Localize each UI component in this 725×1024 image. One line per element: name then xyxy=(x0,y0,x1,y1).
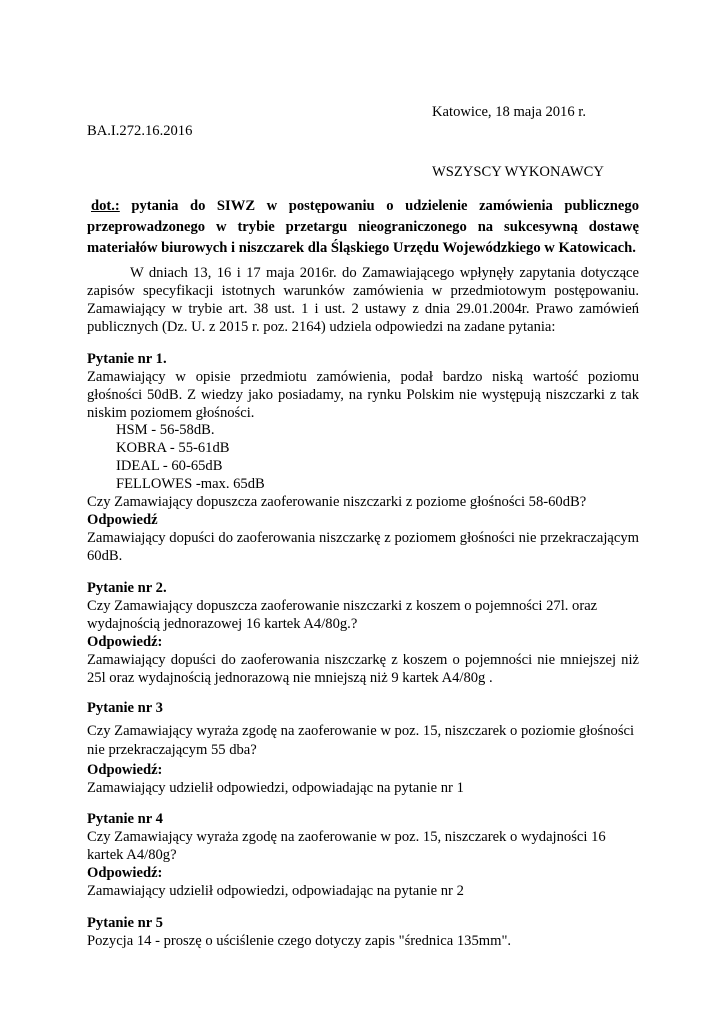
q1-answer-line-1: Zamawiający dopuści do zaoferowania niszczarkę z poziomem głośności nie przekraczającym xyxy=(87,530,639,546)
q4-line-1: Czy Zamawiający wyraża zgodę na zaoferowanie w poz. 15, niszczarek o wydajności 16 xyxy=(87,829,606,845)
q1-line-3: niskim poziomem głośności. xyxy=(87,405,255,421)
q1-answer-heading: Odpowiedź xyxy=(87,512,158,528)
q3-answer-line: Zamawiający udzielił odpowiedzi, odpowiadając na pytanie nr 1 xyxy=(87,780,464,796)
q1-list-item: FELLOWES -max. 65dB xyxy=(116,476,265,492)
q3-answer-heading: Odpowiedź: xyxy=(87,762,163,778)
document-date: Katowice, 18 maja 2016 r. xyxy=(432,104,587,120)
q2-answer-line-2: 25l oraz wydajnością jednorazową nie mniejszą niż 9 kartek A4/80g . xyxy=(87,670,493,686)
q4-line-2: kartek A4/80g? xyxy=(87,847,177,863)
q3-line-2: nie przekraczającym 55 dba? xyxy=(87,742,257,758)
intro-line-2: zapisów specyfikacji istotnych warunków zamówienia w przedmiotowym postępowaniu. xyxy=(87,283,639,299)
q2-answer-line-1: Zamawiający dopuści do zaoferowania niszczarkę z koszem o pojemności nie mniejszej niż xyxy=(87,652,639,668)
q1-answer-line-2: 60dB. xyxy=(87,548,123,564)
q2-line-1: Czy Zamawiający dopuszcza zaoferowanie niszczarki z koszem o pojemności 27l. oraz xyxy=(87,598,598,614)
q2-answer-heading: Odpowiedź: xyxy=(87,634,163,650)
reference-number: BA.I.272.16.2016 xyxy=(87,123,193,139)
q5-line-1: Pozycja 14 - proszę o uściślenie czego dotyczy zapis "średnica 135mm". xyxy=(87,933,512,949)
q1-line-2: głośności 50dB. Z wiedzy jako posiadamy, na rynku Polskim nie występują niszczarki z tak xyxy=(87,387,639,403)
intro-line-3: Zamawiający w trybie art. 38 ust. 1 i ust. 2 ustawy z dnia 29.01.2004r. Prawo zamówień xyxy=(87,301,639,317)
addressee: WSZYSCY WYKONAWCY xyxy=(432,164,604,180)
subject-text: pytania do SIWZ w postępowaniu o udzielenie zamówienia publicznego xyxy=(131,198,639,214)
q1-line-1: Zamawiający w opisie przedmiotu zamówienia, podał bardzo niską wartość poziomu xyxy=(87,369,639,385)
q1-heading: Pytanie nr 1. xyxy=(87,351,167,367)
subject-label: dot.: xyxy=(91,198,120,214)
subject-line-3: materiałów biurowych i niszczarek dla Śląskiego Urzędu Wojewódzkiego w Katowicach. xyxy=(87,240,636,256)
subject-line-1 xyxy=(91,198,639,215)
q1-list-item: IDEAL - 60-65dB xyxy=(116,458,223,474)
q4-answer-heading: Odpowiedź: xyxy=(87,865,163,881)
subject-line-2: przeprowadzonego w trybie przetargu nieograniczonego na sukcesywną dostawę xyxy=(87,219,639,235)
q2-heading: Pytanie nr 2. xyxy=(87,580,167,596)
q1-list-item: HSM - 56-58dB. xyxy=(116,422,215,438)
q5-heading: Pytanie nr 5 xyxy=(87,915,163,931)
q3-heading: Pytanie nr 3 xyxy=(87,700,163,716)
intro-line-1: W dniach 13, 16 i 17 maja 2016r. do Zamawiającego wpłynęły zapytania dotyczące xyxy=(130,265,639,281)
q2-line-2: wydajnością jednorazowej 16 kartek A4/80g.? xyxy=(87,616,358,632)
q4-heading: Pytanie nr 4 xyxy=(87,811,163,827)
q1-list-item: KOBRA - 55-61dB xyxy=(116,440,230,456)
q3-line-1: Czy Zamawiający wyraża zgodę na zaoferowanie w poz. 15, niszczarek o poziomie głośności xyxy=(87,723,635,739)
q1-question: Czy Zamawiający dopuszcza zaoferowanie niszczarki z poziome głośności 58-60dB? xyxy=(87,494,587,510)
intro-line-4: publicznych (Dz. U. z 2015 r. poz. 2164) udziela odpowiedzi na zadane pytania: xyxy=(87,319,556,335)
q4-answer-line: Zamawiający udzielił odpowiedzi, odpowiadając na pytanie nr 2 xyxy=(87,883,464,899)
